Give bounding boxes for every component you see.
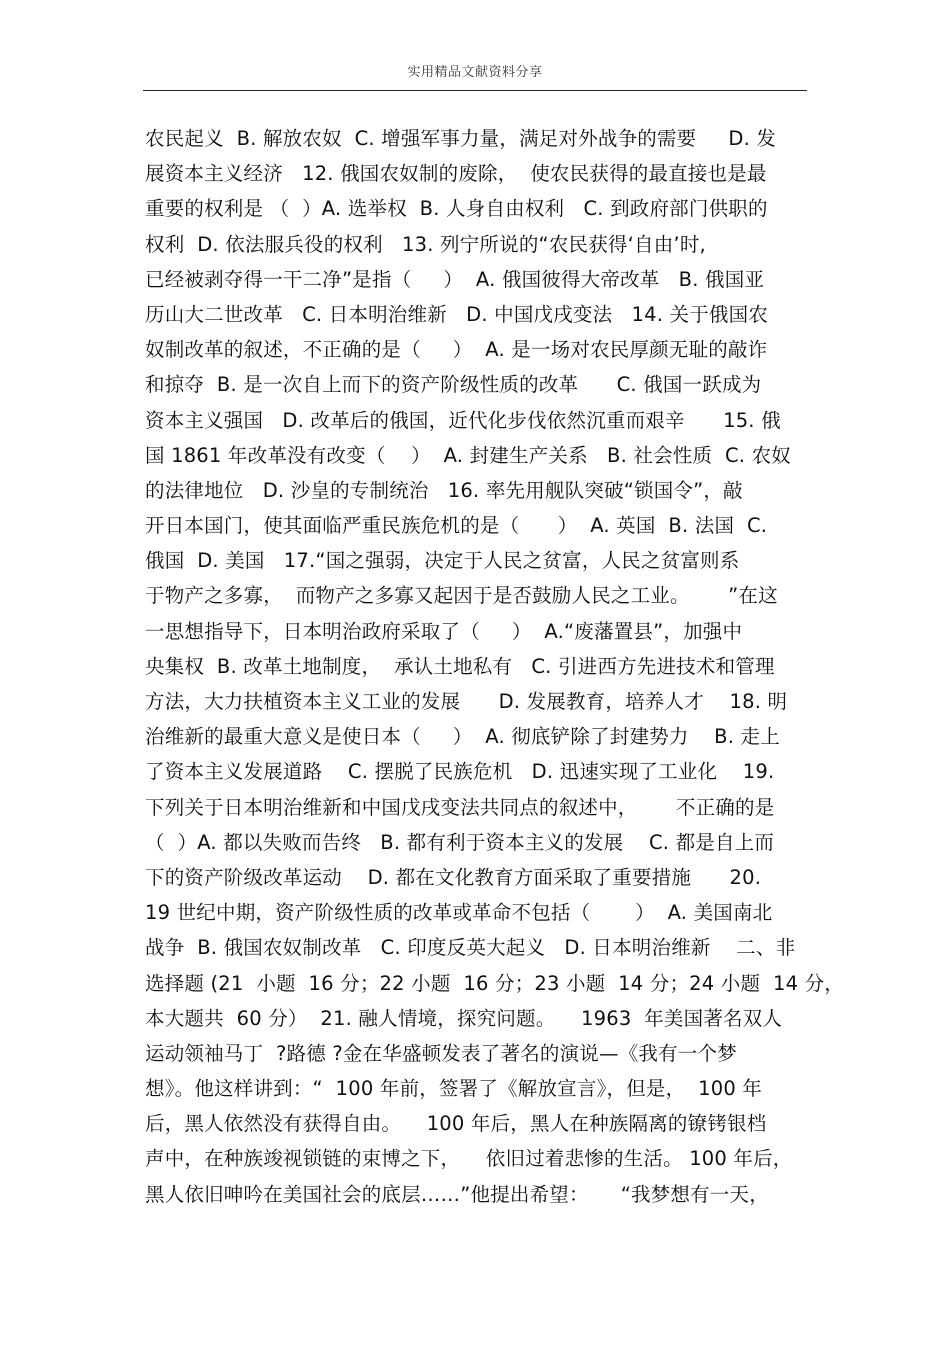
text-line: 黑人依旧呻吟在美国社会的底层……”他提出希望： “我梦想有一天， <box>145 1182 769 1206</box>
text-line: 已经被剥夺得一干二净”是指（ ） A. 俄国彼得大帝改革 B. 俄国亚 <box>145 267 765 291</box>
page-header: 实用精品文献资料分享 <box>407 65 543 80</box>
text-line: 开日本国门，使其面临严重民族危机的是（ ） A. 英国 B. 法国 C. <box>145 514 768 538</box>
text-line: 历山大二世改革 C. 日本明治维新 D. 中国戊戌变法 14. 关于俄国农 <box>145 302 769 326</box>
text-line: 俄国 D. 美国 17.“国之强弱，决定于人民之贫富，人民之贫富则系 <box>145 549 740 573</box>
text-line: 本大题共 60 分） 21. 融人情境，探究问题。 1963 年美国著名双人 <box>145 1006 783 1030</box>
text-line: 展资本主义经济 12. 俄国农奴制的废除， 使农民获得的最直接也是最 <box>145 162 767 186</box>
text-line: 后，黑人依然没有获得自由。 100 年后，黑人在种族隔离的镣铐银档 <box>145 1112 767 1136</box>
document-body <box>145 121 844 1212</box>
text-line: 战争 B. 俄国农奴制改革 C. 印度反英大起义 D. 日本明治维新 二、非 <box>145 936 796 960</box>
text-line: 和掠夺 B. 是一次自上而下的资产阶级性质的改革 C. 俄国一跃成为 <box>145 373 762 397</box>
text-line: 国 1861 年改革没有改变（ ） A. 封建生产关系 B. 社会性质 C. 农奴 <box>145 443 791 467</box>
text-line: 了资本主义发展道路 C. 摆脱了民族危机 D. 迅速实现了工业化 19. <box>145 760 775 784</box>
text-line: 下列关于日本明治维新和中国戊戌变法共同点的叙述中， 不正确的是 <box>145 795 775 819</box>
text-line: 奴制改革的叙述，不正确的是（ ） A. 是一场对农民厚颜无耻的敲诈 <box>145 338 768 362</box>
text-line: 的法律地位 D. 沙皇的专制统治 16. 率先用舰队突破“锁国令”，敲 <box>145 478 743 502</box>
text-line: （ ）A. 都以失败而告终 B. 都有利于资本主义的发展 C. 都是自上而 <box>145 830 775 854</box>
header-divider <box>143 90 807 91</box>
text-line: 声中，在种族竣视锁链的束博之下， 依旧过着悲惨的生活。 100 年后， <box>145 1147 793 1171</box>
text-line: 选择题 (21 小题 16 分；22 小题 16 分；23 小题 14 分；24 小题 14 分， <box>145 971 844 995</box>
text-line: 资本主义强国 D. 改革后的俄国，近代化步伐依然沉重而艰辛 15. 俄 <box>145 408 781 432</box>
text-line: 想》。他这样讲到：“ 100 年前，签署了《解放宣言》，但是， 100 年 <box>145 1077 763 1101</box>
text-line: 下的资产阶级改革运动 D. 都在文化教育方面采取了重要措施 20. <box>145 865 762 889</box>
text-line: 运动领袖马丁 ?路德 ?金在华盛顿发表了著名的演说—《我有一个梦 <box>145 1041 737 1065</box>
text-line: 治维新的最重大意义是使日本（ ） A. 彻底铲除了封建势力 B. 走上 <box>145 725 780 749</box>
text-line: 重要的权利是 （ ）A. 选举权 B. 人身自由权利 C. 到政府部门供职的 <box>145 197 768 221</box>
text-line: 一思想指导下，日本明治政府采取了（ ） A.“废藩置县”，加强中 <box>145 619 743 643</box>
text-line: 19 世纪中期，资产阶级性质的改革或革命不包括（ ） A. 美国南北 <box>145 901 773 925</box>
text-line: 方法，大力扶植资本主义工业的发展 D. 发展教育，培养人才 18. 明 <box>145 690 788 713</box>
text-line: 权利 D. 依法服兵役的权利 13. 列宁所说的“农民获得‘自由’时, <box>145 232 706 256</box>
text-line: 于物产之多寡， 而物产之多寡又起因于是否鼓励人民之工业。 ”在这 <box>145 584 778 608</box>
text-line: 央集权 B. 改革土地制度， 承认土地私有 C. 引进西方先进技术和管理 <box>145 654 775 678</box>
text-line: 农民起义 B. 解放农奴 C. 增强军事力量，满足对外战争的需要 D. 发 <box>145 127 777 150</box>
